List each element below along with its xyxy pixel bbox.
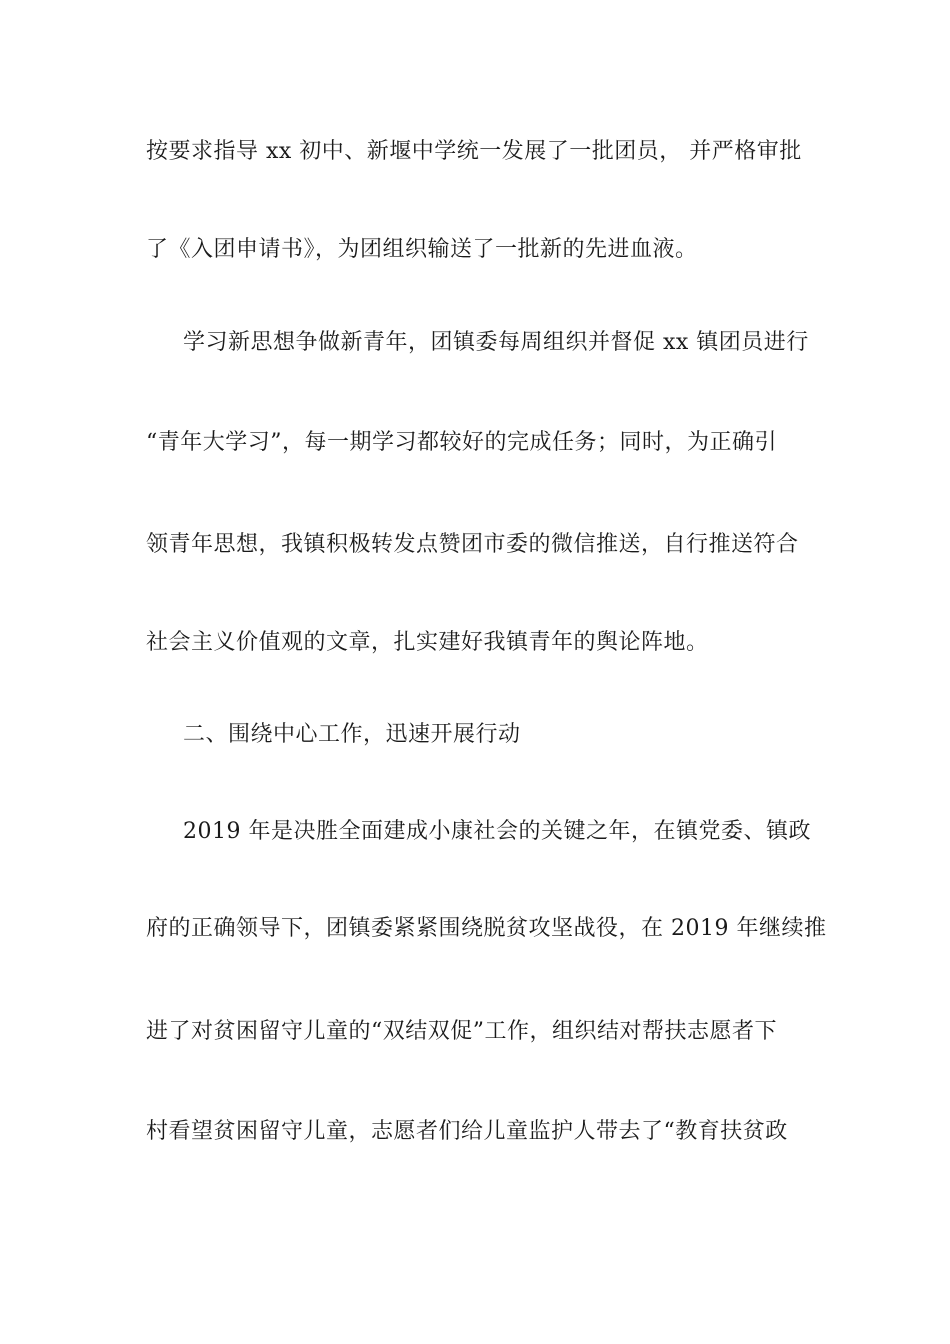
text-line-1: 按要求指导 xx 初中、新堰中学统一发展了一批团员， 并严格审批 [146, 139, 802, 164]
text-line-5: 领青年思想，我镇积极转发点赞团市委的微信推送，自行推送符合 [146, 532, 799, 557]
text-line-11: 村看望贫困留守儿童，志愿者们给儿童监护人带去了“教育扶贫政 [146, 1119, 788, 1144]
paragraph-start-line-3: 学习新思想争做新青年，团镇委每周组织并督促 xx 镇团员进行 [183, 330, 809, 355]
text-line-6: 社会主义价值观的文章，扎实建好我镇青年的舆论阵地。 [146, 630, 709, 655]
text-line-4: “青年大学习”，每一期学习都较好的完成任务；同时，为正确引 [146, 430, 777, 455]
paragraph-start-line-8: 2019 年是决胜全面建成小康社会的关键之年，在镇党委、镇政 [183, 819, 811, 844]
text-line-9: 府的正确领导下，团镇委紧紧围绕脱贫攻坚战役，在 2019 年继续推 [146, 916, 827, 941]
text-line-2: 了《入团申请书》，为团组织输送了一批新的先进血液。 [146, 237, 698, 262]
section-heading: 二、围绕中心工作，迅速开展行动 [183, 722, 521, 747]
text-line-10: 进了对贫困留守儿童的“双结双促”工作，组织结对帮扶志愿者下 [146, 1019, 777, 1044]
